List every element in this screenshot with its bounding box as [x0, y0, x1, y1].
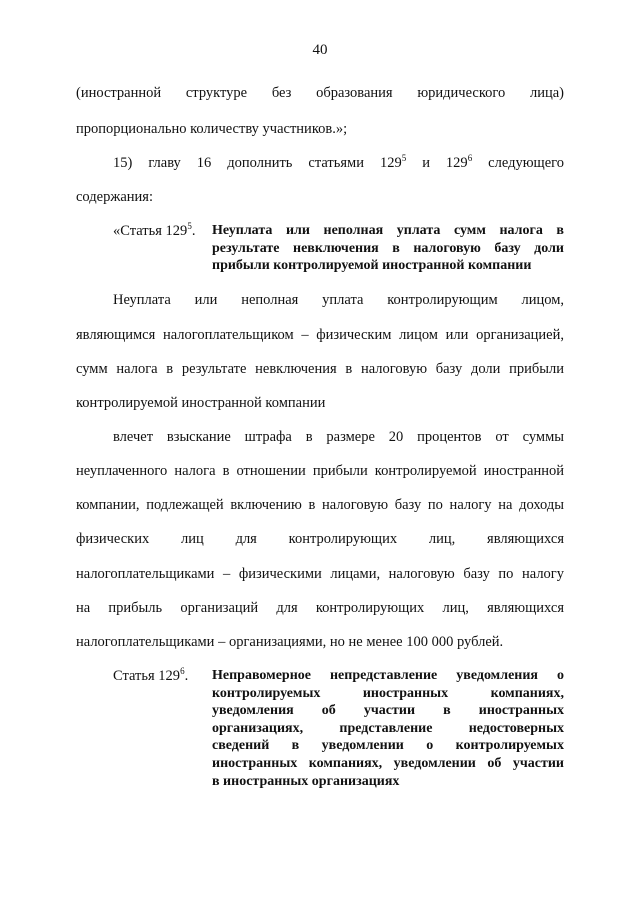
paragraph-line: налогоплательщиками – организациями, но не менее 100 000 рублей.: [76, 634, 504, 650]
article-129-6-label: Статья $129^6$.: [113, 666, 189, 684]
paragraph-line: влечет взыскание штрафа в размере 20 процентов от суммы: [113, 429, 564, 445]
item-15-line: 15) главу 16 дополнить статьями $129^5$ и $129^6$ следующего: [113, 153, 564, 171]
page-number: 40: [312, 42, 328, 58]
article-129-5-title: Неуплата или неполная уплата сумм налога в результате невключения в налоговую базу доли прибыли контролируемой иностранной компании: [212, 223, 564, 274]
paragraph-line: пропорционально количеству участников.»;: [76, 121, 348, 137]
paragraph-line: содержания:: [76, 189, 154, 205]
paragraph-line: налогоплательщиками – физическими лицами, налоговую базу по налогу: [76, 566, 564, 582]
paragraph-line: Неуплата или неполная уплата контролирующим лицом,: [113, 292, 564, 308]
article-129-6-title: Неправомерное непредставление уведомления о контролируемых иностранных компаниях, уведомления об участии в иностранных организациях, представление недостоверных сведений в уведомлении о контролируемых иностранных компаниях, уведомлении об участии в иностранных организациях: [212, 668, 564, 789]
paragraph-line: сумм налога в результате невключения в налоговую базу доли прибыли: [76, 361, 564, 377]
paragraph-line: контролируемой иностранной компании: [76, 395, 326, 411]
paragraph-line: являющимся налогоплательщиком – физическим лицом или организацией,: [76, 327, 564, 343]
article-129-5-label: «Статья $129^5$.: [113, 221, 196, 239]
paragraph-line: на прибыль организаций для контролирующих лиц, являющихся: [76, 600, 564, 616]
paragraph-line: физических лиц для контролирующих лиц, являющихся: [76, 531, 564, 547]
paragraph-line: неуплаченного налога в отношении прибыли контролируемой иностранной: [76, 463, 564, 479]
paragraph-line: компании, подлежащей включению в налоговую базу по налогу на доходы: [76, 497, 564, 513]
paragraph-line: (иностранной структуре без образования юридического лица): [76, 85, 564, 101]
